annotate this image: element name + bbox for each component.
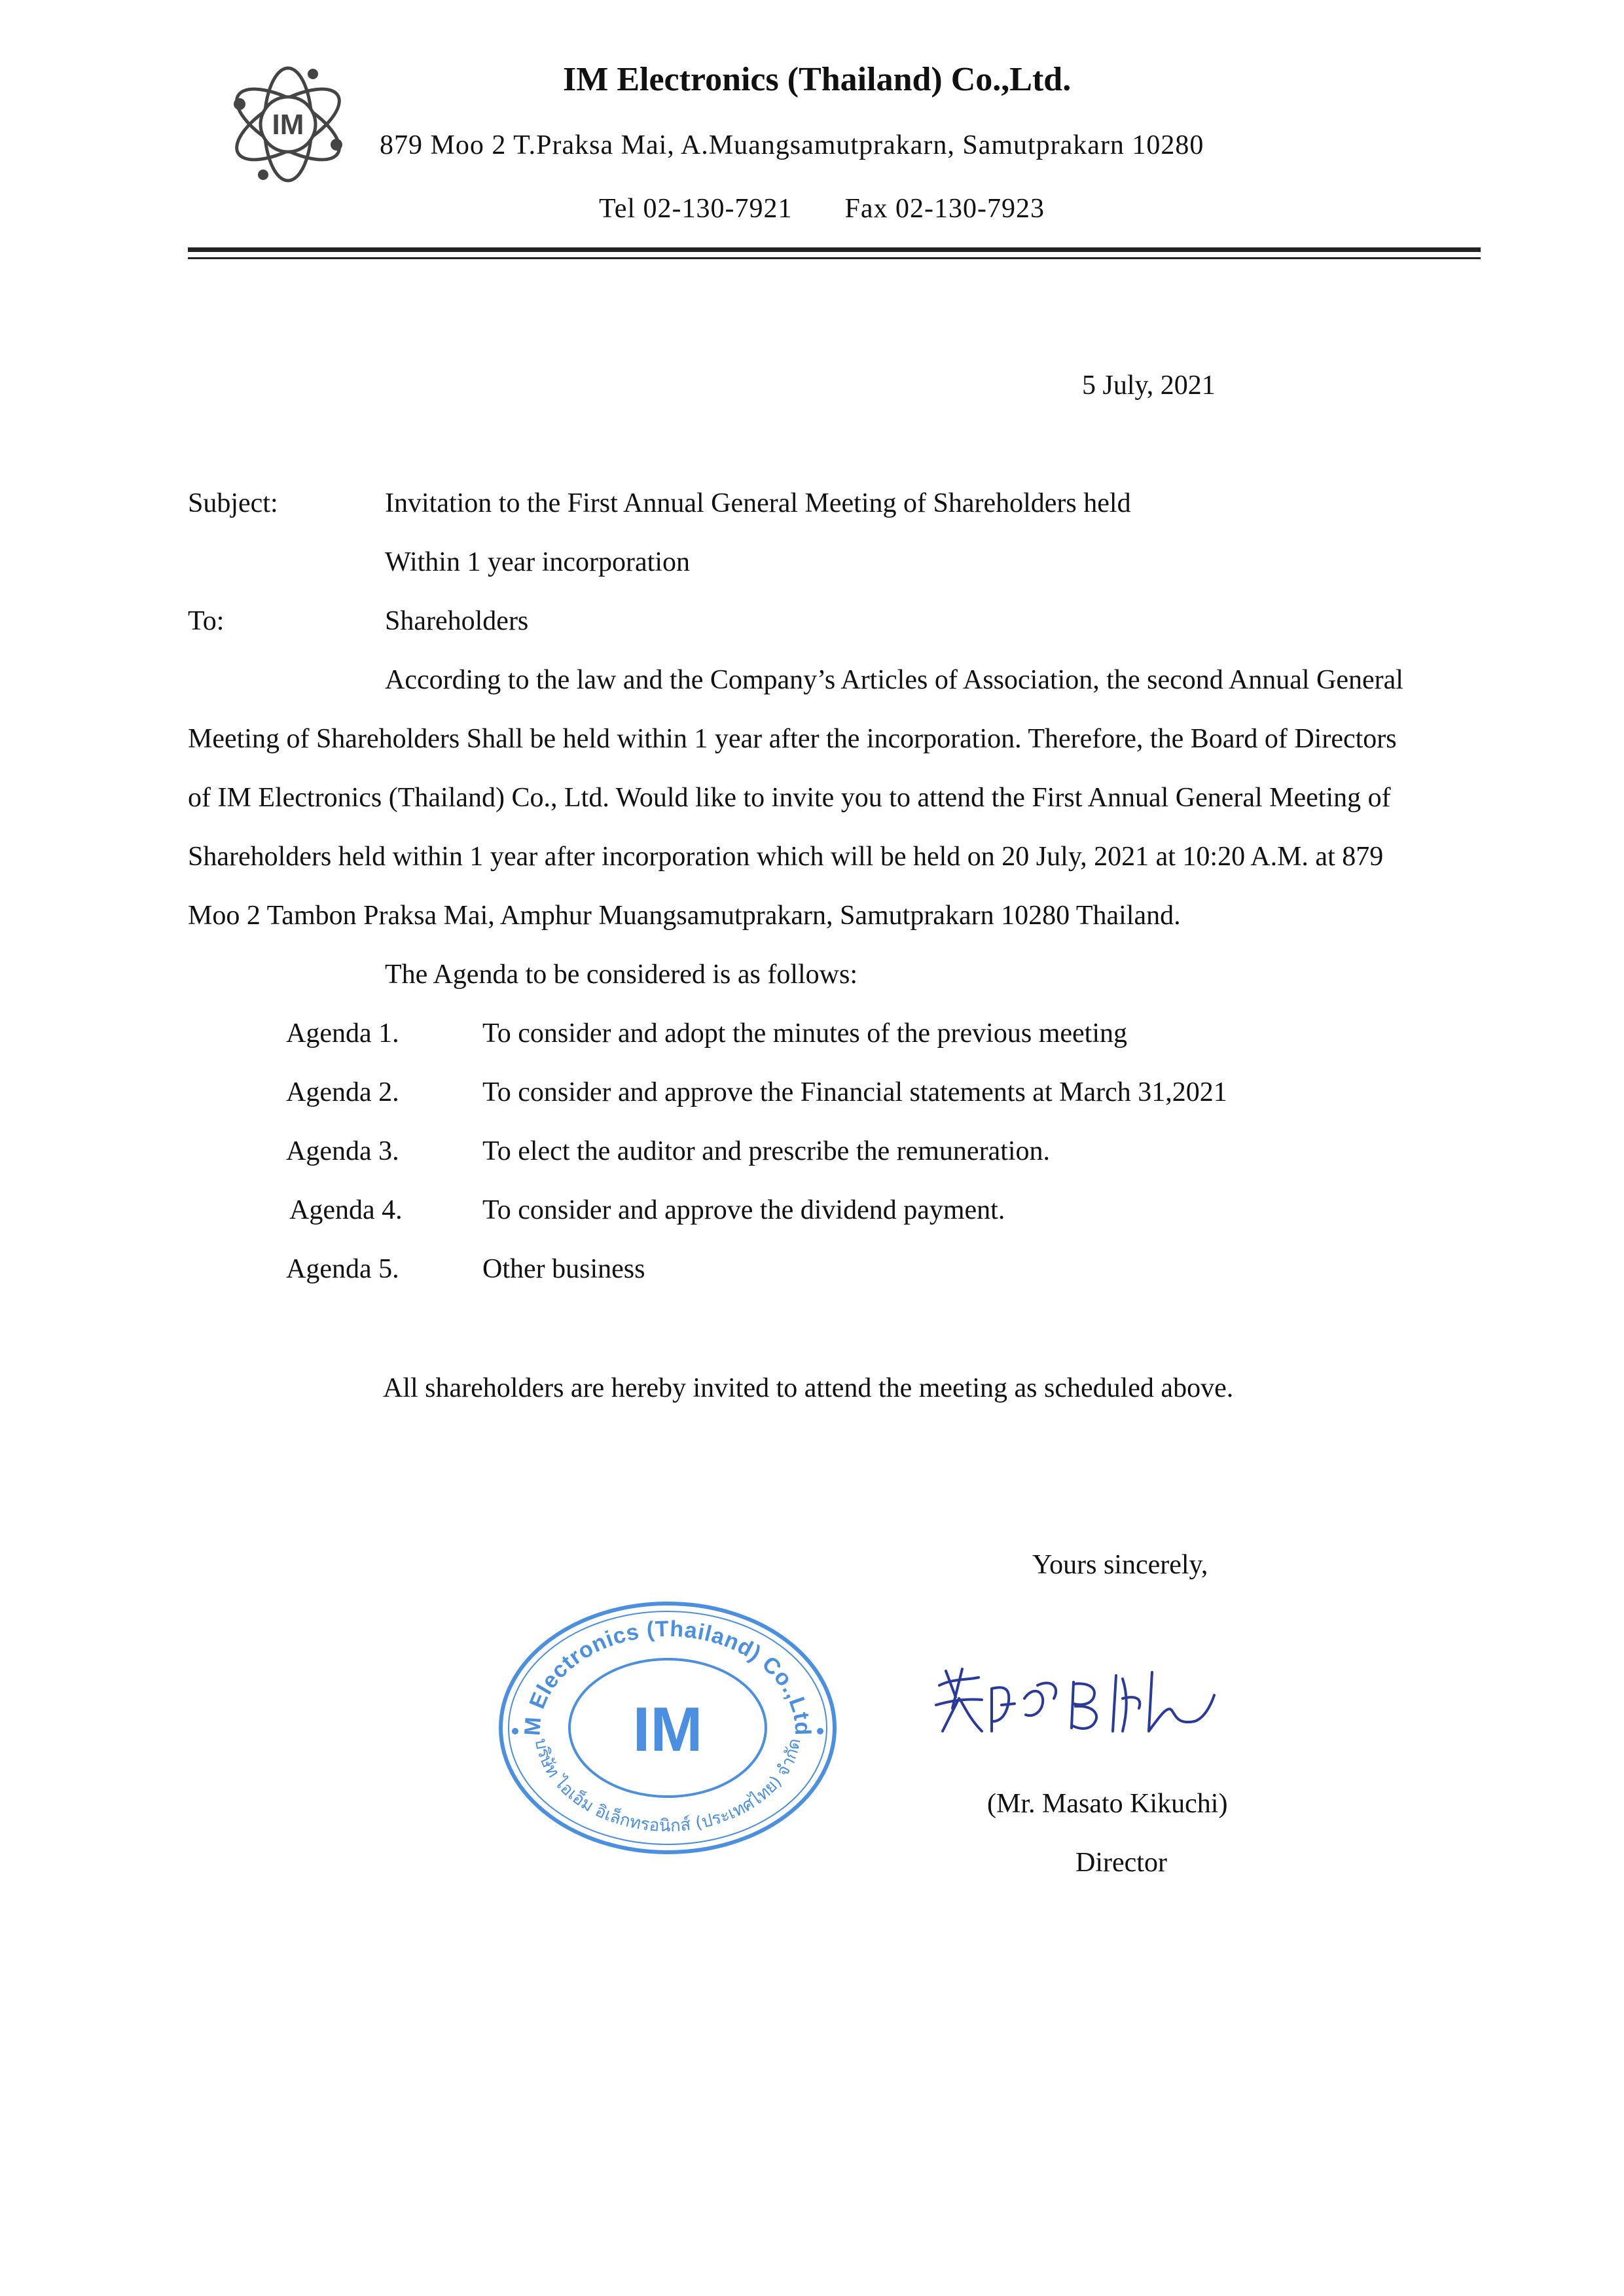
fax-number: Fax 02-130-7923 bbox=[844, 194, 1045, 224]
body-line: of IM Electronics (Thailand) Co., Ltd. Would like to invite you to attend the First Annual General Meeting of bbox=[188, 783, 1391, 813]
body-line: Shareholders held within 1 year after incorporation which will be held on 20 July, 2021 at 10:20 A.M. at 879 bbox=[188, 842, 1384, 872]
svg-text:บริษัท ไอเอ็ม อิเล็กทรอนิกส์ (: บริษัท ไอเอ็ม อิเล็กทรอนิกส์ (ประเทศไทย) จำกัด bbox=[530, 1736, 805, 1837]
agenda-item: To consider and approve the dividend payment. bbox=[482, 1195, 1005, 1225]
agenda-label: Agenda 2. bbox=[286, 1077, 399, 1107]
signatory-name: (Mr. Masato Kikuchi) bbox=[987, 1789, 1228, 1819]
letterhead-divider-thin bbox=[188, 257, 1481, 259]
subject-label: Subject: bbox=[188, 488, 278, 518]
agenda-label: Agenda 1. bbox=[286, 1018, 399, 1049]
company-logo bbox=[223, 62, 353, 187]
letterhead-divider bbox=[188, 247, 1481, 252]
agenda-item: To elect the auditor and prescribe the remuneration. bbox=[482, 1136, 1051, 1166]
handwritten-signature bbox=[926, 1659, 1218, 1751]
subject-line: Invitation to the First Annual General Meeting of Shareholders held bbox=[385, 488, 1131, 518]
body-line: According to the law and the Company’s Articles of Association, the second Annual General bbox=[385, 665, 1403, 695]
letter-date: 5 July, 2021 bbox=[1082, 370, 1216, 401]
svg-text:IM: IM bbox=[272, 109, 304, 141]
svg-text:IM: IM bbox=[632, 1695, 703, 1765]
body-line: Moo 2 Tambon Praksa Mai, Amphur Muangsamutprakarn, Samutprakarn 10280 Thailand. bbox=[188, 901, 1181, 931]
telephone-number: Tel 02-130-7921 bbox=[599, 194, 793, 224]
atom-logo-icon bbox=[223, 62, 353, 187]
company-seal-icon bbox=[494, 1597, 841, 1859]
company-address: 879 Moo 2 T.Praksa Mai, A.Muangsamutprakarn, Samutprakarn 10280 bbox=[380, 130, 1204, 160]
signature-scribble-icon bbox=[926, 1659, 1218, 1751]
agenda-item: To consider and adopt the minutes of the previous meeting bbox=[482, 1018, 1127, 1049]
body-line: Meeting of Shareholders Shall be held within 1 year after the incorporation. Therefore, the Board of Directors bbox=[188, 724, 1397, 754]
svg-text:IM Electronics (Thailand) Co.,: M Electronics (Thailand) Co.,Ltd bbox=[520, 1616, 816, 1737]
company-name: IM Electronics (Thailand) Co.,Ltd. bbox=[563, 61, 1072, 98]
recipient: Shareholders bbox=[385, 606, 529, 636]
company-contact bbox=[599, 193, 1045, 224]
signatory-title: Director bbox=[1075, 1848, 1167, 1878]
agenda-item: Other business bbox=[482, 1254, 645, 1284]
agenda-intro: The Agenda to be considered is as follows: bbox=[385, 960, 857, 990]
to-label: To: bbox=[188, 606, 225, 636]
company-stamp bbox=[494, 1597, 841, 1859]
agenda-label: Agenda 4. bbox=[289, 1195, 403, 1225]
sign-off: Yours sincerely, bbox=[1032, 1550, 1208, 1580]
subject-line: Within 1 year incorporation bbox=[385, 547, 690, 577]
agenda-label: Agenda 5. bbox=[286, 1254, 399, 1284]
closing-statement: All shareholders are hereby invited to attend the meeting as scheduled above. bbox=[383, 1373, 1234, 1403]
agenda-item: To consider and approve the Financial statements at March 31,2021 bbox=[482, 1077, 1227, 1107]
agenda-label: Agenda 3. bbox=[286, 1136, 399, 1166]
